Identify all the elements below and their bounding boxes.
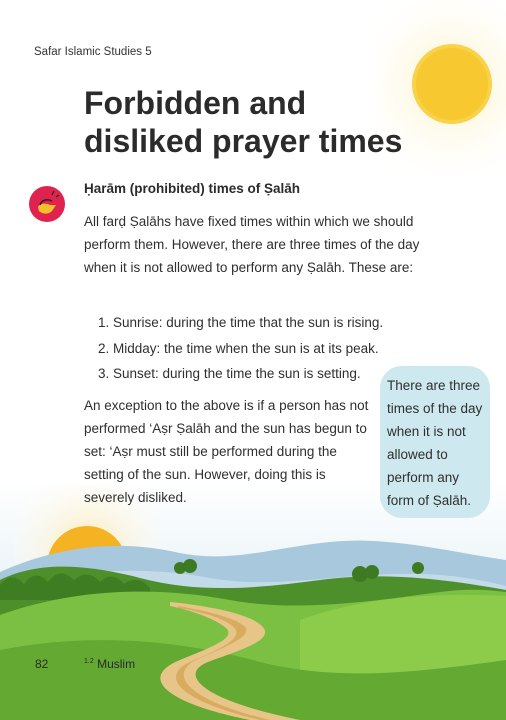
- book-series-header: Safar Islamic Studies 5: [34, 46, 152, 58]
- section-subheading: Ḥarām (prohibited) times of Ṣalāh: [84, 181, 301, 196]
- footer-brand-sup: 1.2: [84, 658, 94, 665]
- list-item: 3. Sunset: during the time the sun is setting.: [98, 366, 361, 381]
- title-line-1: Forbidden and: [84, 85, 307, 121]
- note-callout-text: There are three times of the day when it is not allowed to perform any form of Ṣalāh.: [387, 378, 483, 508]
- page-number: 82: [35, 657, 49, 671]
- prohibited-times-list: [98, 310, 383, 387]
- list-item: 2. Midday: the time when the sun is at its peak.: [98, 340, 379, 356]
- footer-brand: [84, 657, 135, 671]
- exception-paragraph: An exception to the above is if a person has not performed ‘Aṣr Ṣalāh and the sun has begun to set: ‘Aṣr must still be performed during the setting of the sun. However, doing this is severely disliked.: [84, 398, 369, 505]
- prayer-hands-icon: [26, 183, 68, 225]
- intro-paragraph: All farḍ Ṣalāhs have fixed times within which we should perform them. However, there are three times of the day when it is not allowed to perform any Ṣalāh. These are:: [84, 214, 420, 275]
- page-title: [84, 84, 444, 160]
- title-line-2: disliked prayer times: [84, 123, 403, 159]
- footer-brand-name: Muslim: [97, 657, 136, 671]
- list-item: 1. Sunrise: during the time that the sun is rising.: [98, 315, 384, 330]
